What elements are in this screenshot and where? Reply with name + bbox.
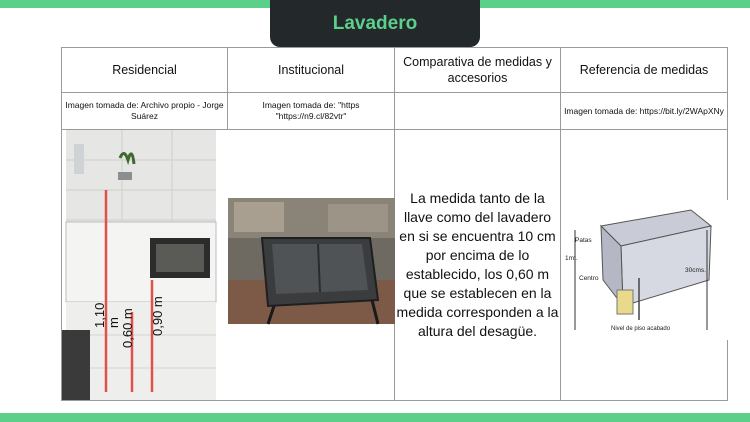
comparison-table: [61, 47, 728, 401]
label-0-90: 0,90 m: [150, 296, 165, 336]
header-institucional: Institucional: [228, 48, 395, 93]
reference-diagram-cell: [561, 130, 728, 401]
source-institucional: Imagen tomada de: "https "https://n9.cl/82vtr": [228, 93, 395, 130]
label-1mt: 1mt.: [565, 255, 578, 262]
institutional-photo-cell: [228, 130, 395, 401]
header-comparativa: Comparativa de medidas y accesorios: [395, 48, 561, 93]
page-title: Lavadero: [270, 0, 480, 47]
label-m: m: [106, 317, 121, 328]
comparison-description: La medida tanto de la llave como del lavadero en si se encuentra 10 cm por encima de lo establecido, los 0,60 m que se establecen en la medida corresponden a la altura del desagüe.: [395, 130, 561, 401]
source-residencial: Imagen tomada de: Archivo propio - Jorge Suárez: [62, 93, 228, 130]
institutional-sink-photo: [228, 130, 395, 400]
label-centro: Centro: [579, 275, 599, 282]
header-residencial: Residencial: [62, 48, 228, 93]
label-patas: Patas: [575, 237, 592, 244]
header-referencia: Referencia de medidas: [561, 48, 728, 93]
residential-photo-cell: [62, 130, 228, 401]
bottom-accent-bar: [0, 413, 750, 422]
label-nivel-piso: Nivel de piso acabado: [611, 326, 671, 332]
residential-sink-photo: [62, 130, 228, 400]
label-30cms: 30cms.: [685, 267, 706, 274]
label-0-60: 0,60 m: [120, 308, 135, 348]
source-referencia: Imagen tomada de: https://bit.ly/2WApXNy: [561, 93, 728, 130]
source-comparativa: [395, 93, 561, 130]
reference-diagram: [561, 130, 728, 400]
label-1-10: 1,10: [92, 302, 107, 328]
